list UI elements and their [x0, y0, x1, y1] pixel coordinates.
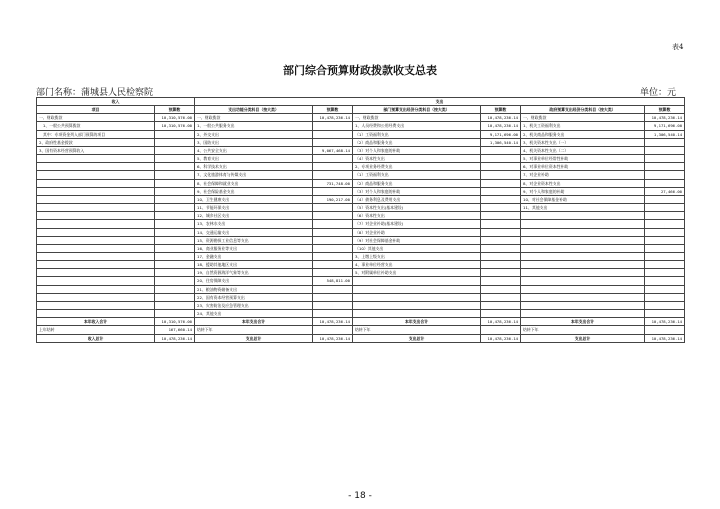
- amount-cell: [155, 293, 195, 301]
- item-cell: 支出总计: [195, 334, 313, 342]
- item-cell: 其中：专项资金列入部门预算的项目: [37, 130, 155, 138]
- table-row: [37, 212, 685, 220]
- item-cell: [521, 301, 645, 309]
- amount-cell: 9,171,696.00: [645, 122, 685, 130]
- amount-cell: [313, 285, 353, 293]
- amount-cell: [481, 252, 521, 260]
- item-cell: 一、财政拨款: [353, 114, 481, 122]
- table-row: [37, 285, 685, 293]
- amount-cell: [155, 138, 195, 146]
- item-cell: （3）对个人和家庭的补助: [353, 187, 481, 195]
- amount-cell: [313, 293, 353, 301]
- amount-cell: [481, 195, 521, 203]
- item-cell: （8）对企业补助: [353, 228, 481, 236]
- item-cell: （3）对个人和家庭的补助: [353, 146, 481, 154]
- amount-cell: [155, 187, 195, 195]
- amount-cell: [645, 155, 685, 163]
- unit-label: 单位：元: [640, 88, 677, 98]
- item-cell: （9）对社会保障基金补助: [353, 236, 481, 244]
- item-cell: 1、人员经费和公用经费支出: [353, 122, 481, 130]
- table-row: [37, 310, 685, 318]
- item-cell: （2）商品和服务支出: [353, 138, 481, 146]
- amount-cell: 10,310,576.00: [155, 318, 195, 326]
- item-cell: （5）资本性支出(基本建设): [353, 204, 481, 212]
- amount-cell: [313, 228, 353, 236]
- amount-cell: 10,478,236.14: [481, 114, 521, 122]
- item-cell: 4、公共安全支出: [195, 146, 313, 154]
- amount-cell: [481, 261, 521, 269]
- table-row: [37, 252, 685, 260]
- item-cell: [521, 228, 645, 236]
- amount-cell: 190,217.00: [313, 195, 353, 203]
- budget-table: [36, 97, 685, 343]
- amount-cell: [645, 171, 685, 179]
- amount-cell: [313, 122, 353, 130]
- amount-cell: [155, 146, 195, 154]
- amount-cell: [155, 261, 195, 269]
- item-cell: 本年收入合计: [37, 318, 155, 326]
- column-header: 预算数: [313, 106, 353, 114]
- amount-cell: [481, 285, 521, 293]
- amount-cell: [155, 130, 195, 138]
- item-cell: [521, 212, 645, 220]
- item-cell: [521, 220, 645, 228]
- amount-cell: 1,306,540.14: [481, 138, 521, 146]
- amount-cell: [313, 130, 353, 138]
- amount-cell: [313, 187, 353, 195]
- item-cell: [37, 269, 155, 277]
- amount-cell: [313, 171, 353, 179]
- page-number: - 18 -: [348, 491, 372, 501]
- table-row: [37, 236, 685, 244]
- item-cell: 2、机关商品和服务支出: [521, 130, 645, 138]
- amount-cell: 167,660.14: [155, 326, 195, 334]
- column-header: 预算数: [481, 106, 521, 114]
- item-cell: 3、国有资本经营预算收入: [37, 146, 155, 154]
- item-cell: （2）商品和服务支出: [353, 179, 481, 187]
- item-cell: 17、金融支出: [195, 252, 313, 260]
- amount-cell: 10,478,236.14: [313, 114, 353, 122]
- item-cell: 1、一般公共预算拨款: [37, 122, 155, 130]
- table-row: [37, 171, 685, 179]
- item-cell: 8、对企业资本性支出: [521, 179, 645, 187]
- table-row: [37, 179, 685, 187]
- item-cell: 结转下年: [521, 326, 645, 334]
- item-cell: 10、卫生健康支出: [195, 195, 313, 203]
- expense-header: 支出: [195, 98, 685, 106]
- item-cell: 上年结转: [37, 326, 155, 334]
- amount-cell: [645, 301, 685, 309]
- amount-cell: [313, 269, 353, 277]
- item-cell: （10）其他支出: [353, 244, 481, 252]
- item-cell: 11、节能环保支出: [195, 204, 313, 212]
- table-row: [37, 244, 685, 252]
- item-cell: [37, 179, 155, 187]
- amount-cell: [645, 228, 685, 236]
- page-title: 部门综合预算财政拨款收支总表: [283, 64, 437, 77]
- total-row: [37, 326, 685, 334]
- item-cell: 1、一般公共服务支出: [195, 122, 313, 130]
- item-cell: 20、住房保障支出: [195, 277, 313, 285]
- item-cell: [521, 252, 645, 260]
- amount-cell: 10,478,236.14: [481, 318, 521, 326]
- item-cell: 5、教育支出: [195, 155, 313, 163]
- item-cell: 16、商业服务业等支出: [195, 244, 313, 252]
- amount-cell: 27,466.00: [645, 187, 685, 195]
- item-cell: [37, 155, 155, 163]
- amount-cell: 9,171,696.00: [481, 130, 521, 138]
- column-header: 支出功能分类科目（按大类）: [195, 106, 313, 114]
- amount-cell: [155, 228, 195, 236]
- amount-cell: [155, 171, 195, 179]
- amount-cell: [481, 269, 521, 277]
- item-cell: [521, 277, 645, 285]
- item-cell: （7）对企业补助(基本建设): [353, 220, 481, 228]
- amount-cell: [481, 212, 521, 220]
- amount-cell: [645, 236, 685, 244]
- item-cell: 21、粮油物资储备支出: [195, 285, 313, 293]
- amount-cell: [481, 146, 521, 154]
- item-cell: 22、国有资本经营预算支出: [195, 293, 313, 301]
- table-row: [37, 261, 685, 269]
- item-cell: 结转下年: [353, 326, 481, 334]
- item-cell: 结转下年: [195, 326, 313, 334]
- amount-cell: [645, 310, 685, 318]
- table-row: [37, 301, 685, 309]
- amount-cell: 731,748.00: [313, 179, 353, 187]
- item-cell: 23、灾害防治及应急管理支出: [195, 301, 313, 309]
- item-cell: [37, 244, 155, 252]
- amount-cell: [645, 269, 685, 277]
- amount-cell: [645, 326, 685, 334]
- amount-cell: [481, 310, 521, 318]
- amount-cell: [481, 163, 521, 171]
- amount-cell: 9,067,468.14: [313, 146, 353, 154]
- item-cell: 7、对企业补助: [521, 171, 645, 179]
- item-cell: [37, 163, 155, 171]
- amount-cell: 10,310,576.00: [155, 122, 195, 130]
- amount-cell: [481, 220, 521, 228]
- item-cell: [37, 195, 155, 203]
- item-cell: [37, 204, 155, 212]
- amount-cell: [155, 277, 195, 285]
- item-cell: [353, 301, 481, 309]
- amount-cell: [645, 146, 685, 154]
- amount-cell: [481, 187, 521, 195]
- item-cell: 9、对个人和家庭的补助: [521, 187, 645, 195]
- amount-cell: [155, 269, 195, 277]
- item-cell: [37, 261, 155, 269]
- total-row: [37, 318, 685, 326]
- table-row: [37, 130, 685, 138]
- table-row: [37, 269, 685, 277]
- department-name: 部门名称：蒲城县人民检察院: [36, 88, 154, 98]
- item-cell: 支出总计: [353, 334, 481, 342]
- amount-cell: [645, 285, 685, 293]
- amount-cell: [313, 220, 353, 228]
- table-row: [37, 122, 685, 130]
- amount-cell: 10,478,236.14: [645, 114, 685, 122]
- amount-cell: [155, 163, 195, 171]
- item-cell: [37, 277, 155, 285]
- table-row: [37, 293, 685, 301]
- item-cell: 19、自然资源海洋气象等支出: [195, 269, 313, 277]
- item-cell: [37, 293, 155, 301]
- amount-cell: [481, 301, 521, 309]
- column-header: 部门预算支出经济分类科目（按大类）: [353, 106, 481, 114]
- item-cell: （4）资本性支出: [353, 155, 481, 163]
- amount-cell: 1,306,540.14: [645, 130, 685, 138]
- amount-cell: [155, 301, 195, 309]
- item-cell: 1、机关工资福利支出: [521, 122, 645, 130]
- item-cell: [353, 293, 481, 301]
- item-cell: 2、专项业务经费支出: [353, 163, 481, 171]
- item-cell: 4、事业单位经营支出: [353, 261, 481, 269]
- amount-cell: [313, 163, 353, 171]
- amount-cell: 10,478,236.14: [481, 334, 521, 342]
- item-cell: [37, 285, 155, 293]
- item-cell: 2、外交支出: [195, 130, 313, 138]
- amount-cell: [645, 163, 685, 171]
- item-cell: 一、财政拨款: [521, 114, 645, 122]
- item-cell: 8、社会保障和就业支出: [195, 179, 313, 187]
- item-cell: [521, 293, 645, 301]
- amount-cell: [645, 293, 685, 301]
- amount-cell: [645, 244, 685, 252]
- column-header: 项目: [37, 106, 155, 114]
- item-cell: 13、农林水支出: [195, 220, 313, 228]
- amount-cell: [155, 285, 195, 293]
- amount-cell: [645, 138, 685, 146]
- amount-cell: [645, 212, 685, 220]
- item-cell: 4、机关资本性支出（二）: [521, 146, 645, 154]
- amount-cell: [313, 252, 353, 260]
- item-cell: [353, 277, 481, 285]
- item-cell: 收入总计: [37, 334, 155, 342]
- item-cell: 7、文化旅游体育与传媒支出: [195, 171, 313, 179]
- amount-cell: [481, 236, 521, 244]
- item-cell: 6、对事业单位资本性补助: [521, 163, 645, 171]
- table-row: [37, 220, 685, 228]
- column-header-row: [37, 106, 685, 114]
- amount-cell: [645, 252, 685, 260]
- table-row: [37, 195, 685, 203]
- item-cell: [521, 236, 645, 244]
- amount-cell: [313, 301, 353, 309]
- amount-cell: [155, 179, 195, 187]
- amount-cell: [645, 220, 685, 228]
- amount-cell: [155, 195, 195, 203]
- amount-cell: 10,478,236.14: [313, 334, 353, 342]
- item-cell: 3、国防支出: [195, 138, 313, 146]
- table-number: 表4: [672, 43, 684, 51]
- amount-cell: [481, 204, 521, 212]
- amount-cell: [645, 179, 685, 187]
- total-row: [37, 334, 685, 342]
- item-cell: 5、对事业单位经常性补助: [521, 155, 645, 163]
- item-cell: [521, 285, 645, 293]
- amount-cell: [481, 293, 521, 301]
- table-row: [37, 204, 685, 212]
- item-cell: 6、科学技术支出: [195, 163, 313, 171]
- amount-cell: [313, 204, 353, 212]
- amount-cell: 10,310,576.00: [155, 114, 195, 122]
- amount-cell: 10,478,236.14: [313, 318, 353, 326]
- income-header: 收入: [37, 98, 195, 106]
- item-cell: [353, 310, 481, 318]
- item-cell: [521, 310, 645, 318]
- item-cell: 12、城乡社区支出: [195, 212, 313, 220]
- item-cell: （1）工资福利支出: [353, 130, 481, 138]
- amount-cell: [481, 244, 521, 252]
- amount-cell: 10,478,236.14: [645, 318, 685, 326]
- amount-cell: [313, 236, 353, 244]
- amount-cell: [155, 252, 195, 260]
- item-cell: [37, 212, 155, 220]
- item-cell: 支出总计: [521, 334, 645, 342]
- amount-cell: [645, 277, 685, 285]
- item-cell: 一、财政拨款: [37, 114, 155, 122]
- amount-cell: [313, 138, 353, 146]
- amount-cell: [313, 310, 353, 318]
- amount-cell: [313, 244, 353, 252]
- item-cell: 9、社会保险基金支出: [195, 187, 313, 195]
- amount-cell: [313, 212, 353, 220]
- amount-cell: 10,478,236.14: [645, 334, 685, 342]
- item-cell: 2、政府性基金拨款: [37, 138, 155, 146]
- item-cell: 本年支出合计: [195, 318, 313, 326]
- amount-cell: [481, 171, 521, 179]
- column-header: 预算数: [645, 106, 685, 114]
- amount-cell: [481, 326, 521, 334]
- amount-cell: [155, 220, 195, 228]
- item-cell: 3、机关资本性支出（一）: [521, 138, 645, 146]
- amount-cell: 548,811.00: [313, 277, 353, 285]
- item-cell: [37, 236, 155, 244]
- amount-cell: 10,478,236.14: [155, 334, 195, 342]
- table-row: [37, 163, 685, 171]
- item-cell: [37, 301, 155, 309]
- table-row: [37, 277, 685, 285]
- table-row: [37, 114, 685, 122]
- item-cell: （4）债务利息及费用支出: [353, 195, 481, 203]
- item-cell: [37, 228, 155, 236]
- amount-cell: [313, 261, 353, 269]
- table-row: [37, 155, 685, 163]
- item-cell: [521, 269, 645, 277]
- item-cell: [521, 244, 645, 252]
- amount-cell: [313, 326, 353, 334]
- amount-cell: [155, 236, 195, 244]
- item-cell: （6）资本性支出: [353, 212, 481, 220]
- table-row: [37, 187, 685, 195]
- amount-cell: 10,478,236.14: [481, 122, 521, 130]
- amount-cell: [155, 204, 195, 212]
- item-cell: 本年支出合计: [521, 318, 645, 326]
- item-cell: 10、对社会保障基金补助: [521, 195, 645, 203]
- amount-cell: [481, 179, 521, 187]
- amount-cell: [481, 277, 521, 285]
- item-cell: [521, 261, 645, 269]
- column-header: 政府预算支出经济分类科目（按大类）: [521, 106, 645, 114]
- amount-cell: [155, 244, 195, 252]
- item-cell: [37, 310, 155, 318]
- amount-cell: [645, 204, 685, 212]
- item-cell: 一、财政拨款: [195, 114, 313, 122]
- item-cell: [37, 187, 155, 195]
- item-cell: （1）工资福利支出: [353, 171, 481, 179]
- item-cell: 5、对附属单位补助支出: [353, 269, 481, 277]
- item-cell: 本年支出合计: [353, 318, 481, 326]
- table-row: [37, 138, 685, 146]
- item-cell: [37, 171, 155, 179]
- item-cell: [353, 285, 481, 293]
- amount-cell: [155, 155, 195, 163]
- item-cell: [37, 220, 155, 228]
- amount-cell: [481, 155, 521, 163]
- column-header: 预算数: [155, 106, 195, 114]
- item-cell: 3、上缴上级支出: [353, 252, 481, 260]
- table-row: [37, 146, 685, 154]
- amount-cell: [155, 310, 195, 318]
- item-cell: 11、其他支出: [521, 204, 645, 212]
- item-cell: 14、交通运输支出: [195, 228, 313, 236]
- amount-cell: [155, 212, 195, 220]
- amount-cell: [645, 261, 685, 269]
- table-row: [37, 228, 685, 236]
- item-cell: 15、资源勘探工业信息等支出: [195, 236, 313, 244]
- item-cell: [37, 252, 155, 260]
- amount-cell: [313, 155, 353, 163]
- amount-cell: [645, 195, 685, 203]
- item-cell: 24、其他支出: [195, 310, 313, 318]
- amount-cell: [481, 228, 521, 236]
- item-cell: 18、援助其他地区支出: [195, 261, 313, 269]
